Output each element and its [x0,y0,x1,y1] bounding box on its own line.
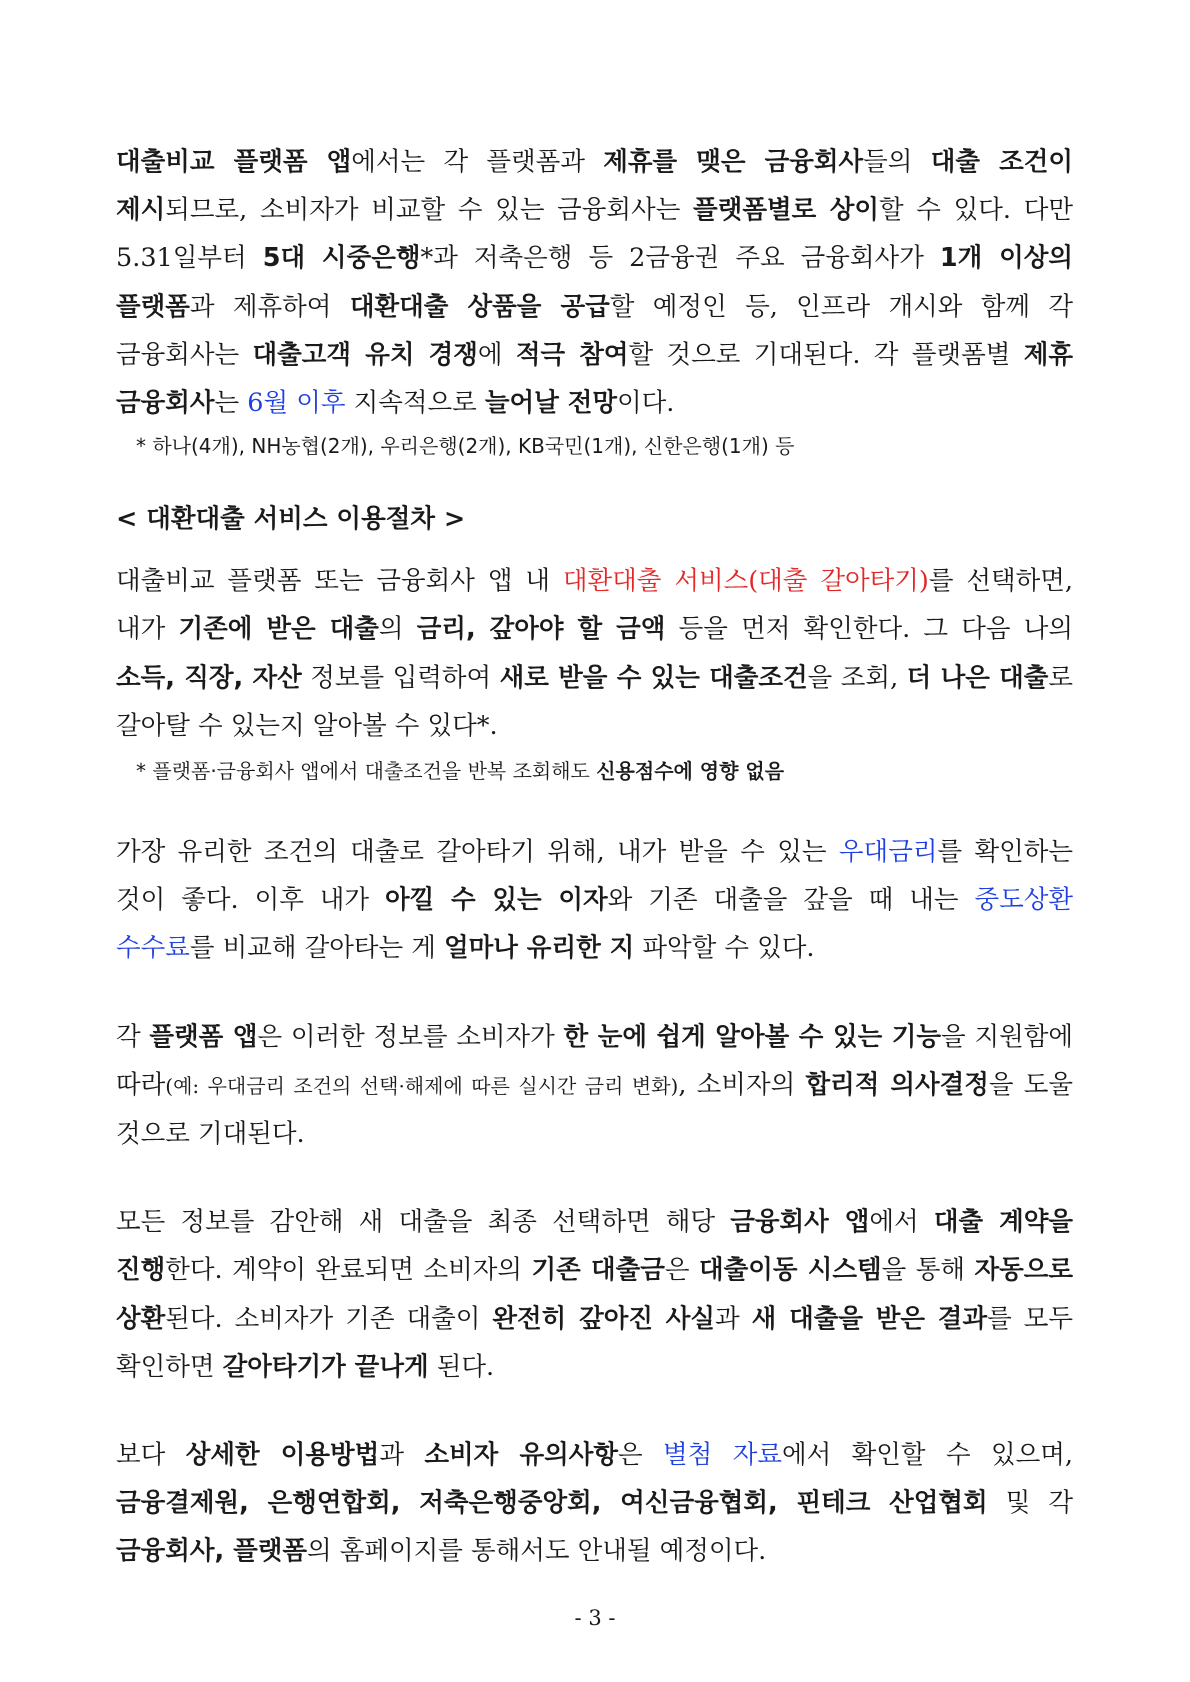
text: 할 것으로 기대된다. 각 플랫폼별 [628,339,1024,370]
text: 된다. 소비자가 기존 대출이 [165,1303,493,1334]
text: 모든 정보를 감안해 새 대출을 최종 선택하면 해당 [116,1207,731,1238]
bold-text: 늘어날 전망 [484,388,617,419]
bold-text: 합리적 의사결정 [805,1069,989,1100]
text: 들의 [863,147,931,177]
footnote-banks [116,431,1073,461]
bold-text: 대출고객 유치 경쟁 [252,339,478,370]
text: 각 [116,1021,150,1052]
text: 에서 확인할 수 있으며, [781,1440,1074,1471]
paragraph-platform-partners [116,138,1073,427]
text: 된다. [428,1351,495,1382]
bold-text: 완전히 갚아진 사실 [492,1303,716,1334]
paragraph-contract [116,1198,1073,1391]
text: 할 수 있다. 다만 5.31일부터 [116,195,1073,274]
highlight-text: 대환대출 서비스(대출 갈아타기) [562,566,929,597]
bold-text: 금융결제원, 은행연합회, 저축은행중앙회, 여신금융협회, 핀테크 산업협회 [116,1488,988,1519]
bold-text: 플랫폼별로 상이 [693,195,879,226]
text: 과 제휴하여 [189,291,350,322]
text: 을 지원함에 따라 [116,1021,1073,1100]
paragraph-procedure [116,557,1073,750]
bold-text: 자동으로 상환 [116,1255,1073,1334]
bold-text: 대출비교 플랫폼 앱 [116,147,352,177]
page-number: - 3 - [574,1606,616,1630]
bold-text: 신용점수에 영향 없음 [596,759,785,784]
text: 를 비교해 갈아타는 게 [189,933,445,964]
highlight-text: 6월 이후 [247,388,346,419]
bold-text: 금융회사 앱 [730,1207,870,1238]
text: 을 도울 것으로 기대된다. [116,1069,1073,1150]
bold-text: 대환대출 상품을 공급 [349,291,610,322]
text: *과 저축은행 등 2금융권 주요 금융회사가 [420,243,940,274]
text: , 소비자의 [678,1069,806,1100]
footnote-text: * 하나(4개), NH농협(2개), 우리은행(2개), KB국민(1개), 신한은행(1개) 등 [136,434,795,459]
highlight-text: 중도상환 수수료 [116,885,1073,964]
bold-text: 갈아타기가 끝나게 [222,1351,429,1382]
bold-text: 더 나은 대출 [906,662,1049,693]
text: 은 이러한 정보를 소비자가 [257,1021,564,1052]
bold-text: 대출 계약을 진행 [116,1207,1073,1286]
bold-text: 제휴 금융회사 [116,339,1073,419]
text: 와 기존 대출을 갚을 때 내는 [607,885,975,916]
bold-text: 플랫폼 앱 [149,1021,258,1052]
text: 를 확인하는 것이 좋다. 이후 내가 [116,837,1073,916]
text: 및 각 [987,1488,1073,1519]
text: 은 [664,1255,699,1286]
bold-text: 새로 받을 수 있는 대출조건 [499,662,808,693]
text: 대출비교 플랫폼 또는 금융회사 앱 내 [116,566,563,597]
bold-text: 한 눈에 쉽게 알아볼 수 있는 기능 [563,1021,942,1052]
text: 는 [214,388,248,419]
text: 보다 [116,1440,186,1471]
bold-text: 기존에 받은 대출 [178,614,379,645]
text: 의 홈페이지를 통해서도 안내될 예정이다. [307,1536,767,1567]
bold-text: 금리, 갚아야 할 금액 [416,614,666,645]
text: 에서 [869,1207,934,1238]
text: 에 [477,339,516,370]
text: 등을 먼저 확인한다. 그 다음 나의 [665,614,1073,645]
bold-text: 얼마나 유리한 지 [444,933,635,964]
text: 할 예정인 등, 인프라 개시와 함께 각 금융회사는 [116,291,1073,370]
text: 되므로, 소비자가 비교할 수 있는 금융회사는 [165,195,694,226]
heading-text: < 대환대출 서비스 이용절차 > [116,504,466,535]
footnote-credit-score [116,756,1073,786]
paragraph-preferential-rate [116,828,1073,973]
text: 이다. [616,388,675,419]
text: 을 조회, [807,662,907,693]
text: 가장 유리한 조건의 대출로 갈아타기 위해, 내가 받을 수 있는 [116,837,839,868]
text: 지속적으로 [345,388,485,419]
bold-text: 상세한 이용방법 [185,1440,380,1471]
text: 을 통해 [881,1255,975,1286]
bold-text: 소득, 직장, 자산 [116,662,302,693]
paragraph-platform-features [116,1013,1073,1159]
text: 를 선택하면, 내가 [116,566,1073,645]
text: 에서는 각 플랫폼과 [351,147,604,177]
bold-text: 금융회사, 플랫폼 [116,1536,307,1567]
bold-text: 대출 조건이 제시 [116,147,1074,226]
bold-text: 제휴를 맺은 금융회사 [603,147,864,177]
document-page [116,138,1073,1576]
text: 를 모두 확인하면 [116,1303,1073,1382]
footnote-text: * 플랫폼·금융회사 앱에서 대출조건을 반복 조회해도 [136,759,597,784]
highlight-text: 우대금리 [838,837,938,868]
text: 은 [617,1440,664,1471]
bold-text: 기존 대출금 [531,1255,665,1286]
bold-text: 소비자 유의사항 [424,1440,618,1471]
bold-text: 적극 참여 [515,339,629,370]
bold-text: 아낄 수 있는 이자 [385,885,608,916]
text: 과 [379,1440,425,1471]
text: 한다. 계약이 완료되면 소비자의 [165,1255,532,1286]
paragraph-details [116,1431,1073,1576]
text: 파악할 수 있다. [634,933,815,964]
highlight-text: 별첨 자료 [663,1440,782,1471]
bold-text: 새 대출을 받은 결과 [751,1303,988,1334]
text: 로 갈아탈 수 있는지 알아볼 수 있다*. [116,662,1074,741]
bold-text: 1개 이상의 플랫폼 [116,243,1073,322]
text: 정보를 입력하여 [301,662,500,693]
bold-text: 대출이동 시스템 [698,1255,882,1286]
text: 의 [378,614,417,645]
text: 과 [715,1303,752,1334]
bold-text: 5대 시중은행 [262,243,421,274]
section-heading [116,499,1073,539]
small-text: (예: 우대금리 조건의 선택·해제에 따른 실시간 금리 변화) [165,1073,679,1098]
